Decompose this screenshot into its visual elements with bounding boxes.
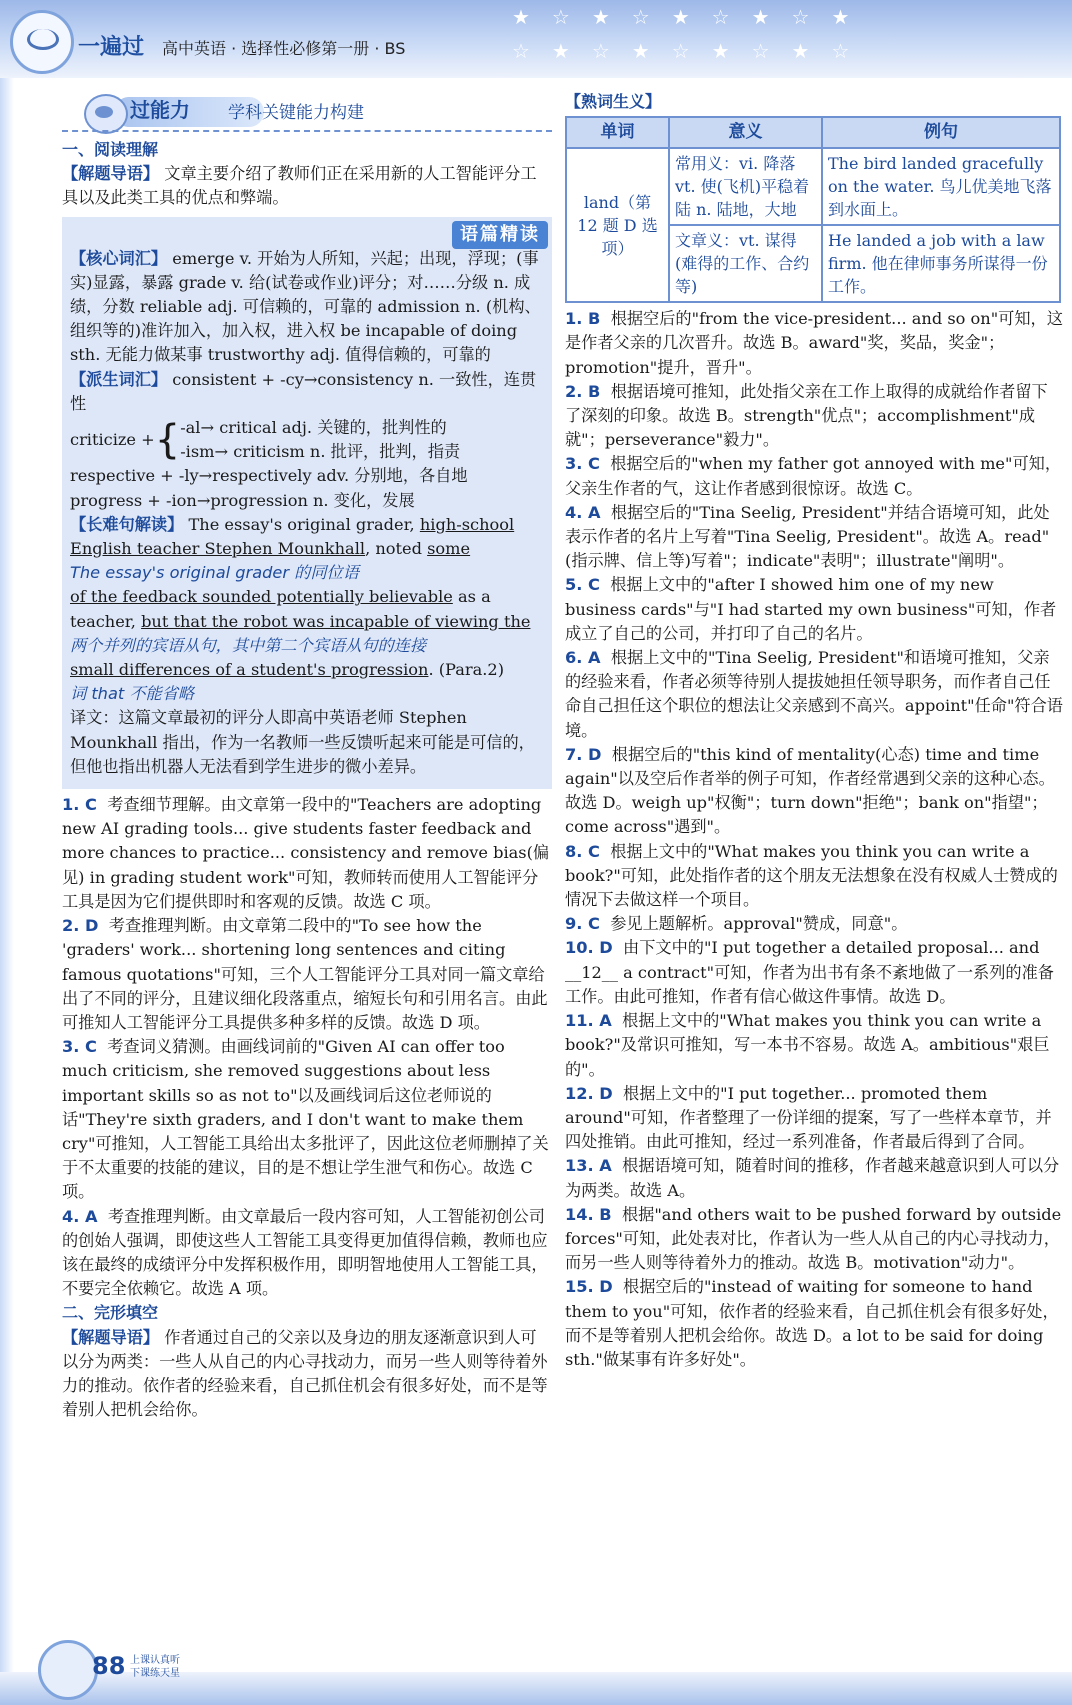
- mascot-footer-icon: [38, 1640, 98, 1700]
- core-vocab: 【核心词汇】 emerge v. 开始为人所知，兴起；出现，浮现；(事实)显露，暴露 grade v. 给(试卷或作业)评分；对……分级 n. 成绩，分数 reliable adj. 可信赖的，可靠的 admission n. (机构、组织等的)准许加入，加入权，进入权 be incapable of doing sth. 无能力做某事 trustworthy adj. 值得信赖的，可靠的: [70, 248, 541, 365]
- answer-item: 4. A 根据空后的"Tina Seelig, President"并结合语境可知，此处表示作者的名片上写着"Tina Seelig, President"。故选 A。read"(指示牌、信上等)写着"；indicate"表明"；illustrate"阐明"。: [565, 502, 1050, 571]
- annotation-appositive: The essay's original grader 的同位语: [70, 563, 359, 583]
- intensive-reading-badge: 语篇精读: [452, 221, 548, 249]
- vocab-table: [565, 116, 1061, 303]
- brace-icon: {: [154, 417, 181, 464]
- derived-progression: progress + -ion→progression n. 变化，发展: [70, 490, 415, 510]
- vocab-word: land（第 12 题 D 选项）: [566, 148, 669, 302]
- reading-guide: 【解题导语】 文章主要介绍了教师们正在采用新的人工智能评分工具以及此类工具的优点和弊端。: [62, 164, 537, 208]
- answer-item: 12. D 根据上文中的"I put together... promoted them around"可知，作者整理了一份详细的提案，写了一些样本章节，并四处推销。由此可推知，经过一系列准备，作者最后得到了合同。: [565, 1083, 1052, 1152]
- star-decoration-icon: ★☆★☆★☆★☆★ ☆★☆★☆★☆★☆: [512, 5, 872, 63]
- answer-item: 5. C 根据上文中的"after I showed him one of my new business cards"与"I had started my own business"可知，作者成立了自己的公司，并打印了自己的名片。: [565, 575, 1057, 643]
- cloze-section-title: 二、完形填空: [62, 1303, 159, 1323]
- page-footer: [38, 1640, 198, 1700]
- answer-item: 1. B 根据空后的"from the vice-president... and so on"可知，这是作者父亲的几次晋升。故选 B。award"奖，奖品，奖金"；promotion"提升，晋升"。: [565, 309, 1063, 377]
- annotation-that: 词 that 不能省略: [70, 684, 195, 704]
- derived-vocab: 【派生词汇】 consistent + -cy→consistency n. 一致性，连贯性: [70, 369, 537, 413]
- side-decoration: [0, 78, 14, 1678]
- page-number: 88: [92, 1652, 126, 1680]
- answer-item: 2. B 根据语境可推知，此处指父亲在工作上取得的成就给作者留下了深刻的印象。故选 B。strength"优点"；accomplishment"成就"；perseverance"毅力"。: [565, 381, 1048, 450]
- vocab-common-example: The bird landed gracefully on the water. 鸟儿优美地飞落到水面上。: [822, 148, 1060, 225]
- col-header-meaning: 意义: [669, 117, 822, 148]
- mascot-icon: [10, 10, 74, 74]
- left-column: [62, 92, 552, 1422]
- header-bar: [0, 0, 1072, 78]
- right-column: [565, 90, 1063, 1372]
- vocab-heading: 【熟词生义】: [565, 92, 662, 111]
- answer-item: 9. C 参见上题解析。approval"赞成，同意"。: [565, 914, 908, 934]
- answer-item: 10. D 由下文中的"I put together a detailed proposal... and __12__ a contract"可知，作者为出书有条不紊地做了一系列的准备工作。由此可推知，作者有信心做这件事情。故选 D。: [565, 938, 1054, 1006]
- translation: 译文：这篇文章最初的评分人即高中英语老师 Stephen Mounkhall 指出，作为一名教师一些反馈听起来可能是可信的，但他也指出机器人无法看到学生进步的微小差异。: [70, 708, 535, 776]
- footer-slogan: 上课认真听 下课练天星: [130, 1655, 180, 1679]
- criticize-derivations: criticize + { -al→ critical adj. 关键的，批判性的 -ism→ criticism n. 批评，批判，指责: [70, 417, 461, 464]
- reading-section-title: 一、阅读理解: [62, 140, 159, 159]
- cloze-answers: [565, 307, 1063, 1372]
- vocab-analysis-box: 语篇精读 【核心词汇】 emerge v. 开始为人所知，兴起；出现，浮现；(事实)显露，暴露 grade v. 给(试卷或作业)评分；对……分级 n. 成绩，分数 reliable adj. 可信赖的，可靠的 admission n. (机构、组织等的)准许加入，加入权，进入权 be incapable of doing sth. 无能力做某事 trustworthy adj. 值得信赖的，可靠的 【派生词汇】 consistent + -cy→consistency n. 一致性，连贯性 criticize + { -al→ critical adj. 关键的，批判性的 -ism→ criticism n. 批评，批判，指责 respective + -ly→respectively adv. 分别地，各自地 progress + -ion→progression n. 变化，发展 【长难句解读】 The essay's original grader, high-school English teacher Stephen Mounkhall, noted some The essay's original grader 的同位语 of the feedback sounded potentially believable as a teacher, but that the robot was incapable of viewing the 两个并列的宾语从句，其中第二个宾语从句的连接 small differences of a student's progression. (Para.2) 词 that 不能省略 译文：这篇文章最初的评分人即高中英语老师 Stephen Mounkhall 指出，作为一名教师一些反馈听起来可能是可信的，但他也指出机器人无法看到学生进步的微小差异。: [62, 217, 552, 789]
- answer-item: 13. A 根据语境可知，随着时间的推移，作者越来越意识到人可以分为两类。故选 A。: [565, 1156, 1060, 1200]
- answer-item: 14. B 根据"and others wait to be pushed forward by outside forces"可知，此处表对比，作者认为一些人从自己的内心寻找动力，而另一些人则等待着外力的推动。故选 B。motivation"动力"。: [565, 1204, 1062, 1273]
- vocab-common-sense: 常用义：vi. 降落 vt. 使(飞机)平稳着陆 n. 陆地，大地: [669, 148, 822, 225]
- book-title: 高中英语 · 选择性必修第一册 · BS: [162, 39, 406, 58]
- answer-item: 8. C 根据上文中的"What makes you think you can write a book?"可知，此处指作者的这个朋友无法想象在没有权威人士赞成的情况下去做这样一个项目。: [565, 841, 1058, 910]
- answer-item: 11. A 根据上文中的"What makes you think you can write a book?"及常识可推知，写一本书不容易。故选 A。ambitious"艰巨的"。: [565, 1011, 1050, 1079]
- derived-respectively: respective + -ly→respectively adv. 分别地，各自地: [70, 466, 468, 486]
- answer-item: 15. D 根据空后的"instead of waiting for someone to hand them to you"可知，依作者的经验来看，自己抓住机会有很多好处，而不是等着别人把机会给你。故选 D。a lot to be said for doing sth."做某事有许多好处"。: [565, 1277, 1059, 1369]
- mascot-small-icon: [84, 94, 128, 134]
- reading-answers: [62, 793, 552, 1301]
- annotation-object-clause: 两个并列的宾语从句，其中第二个宾语从句的连接: [70, 635, 427, 655]
- answer-item: 2. D 考查推理判断。由文章第二段中的"To see how the 'graders' work... shortening long sentences and citing famous quotations"可知，三个人工智能评分工具对同一篇文章给出了不同的评分，且建议细化段落重点，缩短长句和引用名言。由此可推知人工智能评分工具提供多种多样的反馈。故选 D 项。: [62, 916, 548, 1032]
- col-header-word: 单词: [566, 117, 669, 148]
- answer-item: 3. C 考查词义猜测。由画线词前的"Given AI can offer too much criticism, she removed suggestions about less important skills so as not to"以及画线词后这位老师说的话"They're sixth graders, and I don't want to make them cry"可推知，人工智能工具给出太多批评了，因此这位老师删掉了关于不太重要的技能的建议，目的是不想让学生泄气和伤心。故选 C 项。: [62, 1037, 549, 1202]
- long-sentence: 【长难句解读】 The essay's original grader, high-school English teacher Stephen Mounkhall, noted some: [70, 514, 515, 559]
- brand-name: 一遍过: [78, 35, 145, 60]
- vocab-text-example: He landed a job with a law firm. 他在律师事务所谋得一份工作。: [822, 225, 1060, 302]
- col-header-example: 例句: [822, 117, 1060, 148]
- cloze-guide: 【解题导语】 作者通过自己的父亲以及身边的朋友逐渐意识到人可以分为两类：一些人从自己的内心寻找动力，而另一些人则等待着外力的推动。依作者的经验来看，自己抓住机会有很多好处，而不是等着别人把机会给你。: [62, 1327, 548, 1420]
- answer-item: 1. C 考查细节理解。由文章第一段中的"Teachers are adopting new AI grading tools... give students faster feedback and more chances to practice... consistency and remove bias(偏见) in grading student work"可知，教师转而使用人工智能评分工具是因为它们提供即时和客观的反馈。故选 C 项。: [62, 795, 550, 911]
- answer-item: 7. D 根据空后的"this kind of mentality(心态) time and time again"以及空后作者举的例子可知，作者经常遇到父亲的这种心态。故选 D。weigh up"权衡"；turn down"拒绝"；bank on"指望"；come across"遇到"。: [565, 744, 1055, 837]
- answer-item: 3. C 根据空后的"when my father got annoyed with me"可知，父亲生作者的气，这让作者感到很惊讶。故选 C。: [565, 454, 1062, 498]
- answer-item: 6. A 根据上文中的"Tina Seelig, President"和语境可推知，父亲的经验来看，作者必须等待别人提拔她担任领导职务，而作者自己任命自己担任这个职位的想法让父亲感到不高兴。appoint"任命"符合语境。: [565, 648, 1063, 740]
- section-banner: [62, 92, 552, 132]
- banner-title: 过能力: [130, 98, 190, 122]
- answer-item: 4. A 考查推理判断。由文章最后一段内容可知，人工智能初创公司的创始人强调，即使这些人工智能工具变得更加值得信赖，教师也应该在最终的成绩评分中发挥积极作用，即明智地使用人工智能工具，不要完全依赖它。故选 A 项。: [62, 1206, 548, 1299]
- banner-subtitle: 学科关键能力构建: [228, 103, 364, 123]
- vocab-text-sense: 文章义：vt. 谋得(难得的工作、合约等): [669, 225, 822, 302]
